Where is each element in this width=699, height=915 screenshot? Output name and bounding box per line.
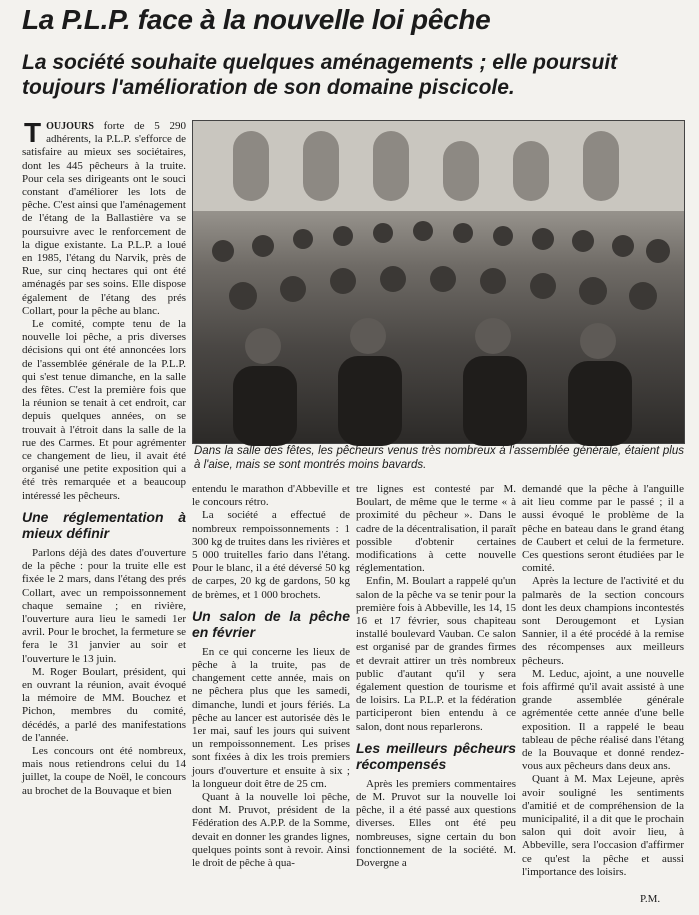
column-4 [522, 483, 684, 891]
paragraph: demandé que la pêche à l'anguille ait lieu comme par le passé ; il a aussi évoqué le problème de la pêche en bateau dans le grand étang de Caubert et celui de la fermeture. Ces questions seront étudiées par le comité. [522, 483, 684, 575]
lead-paragraph [22, 117, 186, 318]
paragraph: Quant à la nouvelle loi pêche, dont M. Pruvot, président de la Fédération des A.P.P. de la Somme, devait en donner les grandes lignes, quelques points sont à revoir. Ainsi le droit de pêche à qua- [192, 791, 350, 870]
article-subtitle: La société souhaite quelques aménagements ; elle poursuit toujours l'amélioration de son domaine piscicole. [22, 51, 618, 99]
paragraph: Après les premiers commentaires de M. Pruvot sur la nouvelle loi pêche, il a été passé aux questions diverses. Elles ont été peu nombreuses, signe certain du bon fonctionnement de la société. M. Dovergne a [356, 777, 516, 870]
column-3 [356, 483, 516, 908]
paragraph: Enfin, M. Boulart a rappelé qu'un salon de la pêche va se tenir pour la première fois à Abbeville, les 14, 15 16 et 17 février, sous chapiteau installé boulevard Vauban. Ce salon est organisé par de grandes firmes et devrait attirer un très nombreux public d'autant qu'il y sera également question de tourisme et de loisirs. La P.L.P. et la fédération participeront bien entendu à ce salon, dont nous reparlerons. [356, 575, 516, 733]
paragraph: entendu le marathon d'Abbeville et le concours rétro. [192, 483, 350, 509]
paragraph: La société a effectué de nombreux rempoissonnements : 1 300 kg de truites dans les rivières et 5 000 truitelles fario dans l'étang. Pour le blanc, il a été déversé 50 kg de carpes, 20 kg de gardons, 50 kg de brèmes, et 1 000 brochets. [192, 509, 350, 601]
lead-paragraph-text: forte de 5 290 adhérents, la P.L.P. s'efforce de satisfaire au mieux ses sociétaires, dont les 445 pêcheurs à la truite. Pour cela ses dirigeants ont le souci constant d'améliorer les lots de pêche. C'est ainsi que l'aménagement de l'étang de la Ballastière va se poursuivre avec le renforcement de la digue existante. La P.L.P. a loué en 1985, l'étang du Narvik, près de Rue, sur cinq hectares qui ont été aménagés par ses soins. Elle dispose également de l'étang des prés Collart, pour la pêche au blanc. [22, 120, 186, 317]
paragraph: tre lignes est contesté par M. Boulart, de même que le terme « à proximité du pêcheur ». Dans le cadre de la décentralisation, il paraît possible d'obtenir certaines modifications à cette nouvelle réglementation. [356, 483, 516, 575]
paragraph: M. Roger Boulart, président, qui en ouvrant la réunion, avait évoqué la mémoire de MM. Bouchez et Pichon, membres du comité, décédés, a parlé des manifestations de l'année. [22, 665, 186, 744]
article-headline: La P.L.P. face à la nouvelle loi pêche [22, 4, 491, 35]
paragraph: M. Leduc, ajoint, a une nouvelle fois affirmé qu'il avait assisté à une grande assemblée générale agrémentée cette année d'une belle exposition. Il a rappelé le beau tableau de pêche réalisé dans l'étang de la Bouvaque et donné rendez-vous aux pêcheurs dans deux ans. [522, 667, 684, 773]
paragraph: Le comité, compte tenu de la nouvelle loi pêche, a pris diverses décisions qui ont été annoncées lors de l'assemblée générale de la P.L.P. qui s'est tenue dimanche, en la salle des fêtes. C'est la première fois que la réunion se tenait à cet endroit, car depuis quelques années, on se trouvait à l'étroit dans la salle de la rue des Carmes. Et pour agrémenter ce changement de lieu, il avait été organisé une petite exposition qui a été très remarquée et a beaucoup intéressé les pêcheurs. [22, 318, 186, 502]
paragraph: Les concours ont été nombreux, mais nous retiendrons celui du 14 juillet, la coupe de Noël, le concours au brochet de la Bouvaque et bien [22, 744, 186, 797]
paragraph: Parlons déjà des dates d'ouverture de la pêche : pour la truite elle est fixée le 2 mars, dans l'étang des prés Collart, avec un rempoissonnement chaque semaine ; en rivière, l'ouverture aura lieu le samedi 1er avril. Pour le brochet, la fermeture se fera le 31 janvier au soir et l'ouverture le 13 juin. [22, 546, 186, 665]
drop-cap: T [24, 117, 42, 148]
author-signature: P.M. [640, 893, 661, 905]
column-2 [192, 483, 350, 908]
column-1-top [22, 117, 186, 797]
section-heading-salon: Un salon de la pêche en février [192, 607, 350, 640]
paragraph: Quant à M. Max Lejeune, après avoir souligné les sentiments d'amitié et de compréhension de la municipalité, il a dit que le prochain salon qui doit avoir lieu, à Abbeville, sera l'occasion d'affirmer ce qu'est la pêche et aussi l'importance des loisirs. [522, 773, 684, 878]
section-heading-meilleurs-pecheurs: Les meilleurs pêcheurs récompensés [356, 739, 516, 772]
assembly-photo [192, 120, 685, 444]
paragraph: En ce qui concerne les lieux de pêche à la truite, pas de changement cette année, mais on ne pêchera plus que les samedi, dimanche, lundi et jours fériés. La pêche au lancer est autorisée dès le 1er mai, sauf les jours qui suivent un rempoissonnement. Les prises sont fixées à dix les trois premiers jours d'ouverture et ensuite à six ; la longueur doit être de 25 cm. [192, 645, 350, 790]
photo-caption: Dans la salle des fêtes, les pêcheurs venus très nombreux à l'assemblée générale, étaient plus à l'aise, mais se sont montrés moins bavards. [194, 445, 684, 471]
paragraph: Après la lecture de l'activité et du palmarès de la section concours dont les deux champions incontestés sont Derougemont et Lysian Sannier, il a été procédé à la remise des récompenses aux meilleurs pêcheurs. [522, 575, 684, 667]
lead-first-word: OUJOURS [46, 121, 94, 132]
assembly-photo-graphic [193, 121, 684, 443]
section-heading-reglementation: Une réglementation à mieux définir [22, 508, 186, 541]
